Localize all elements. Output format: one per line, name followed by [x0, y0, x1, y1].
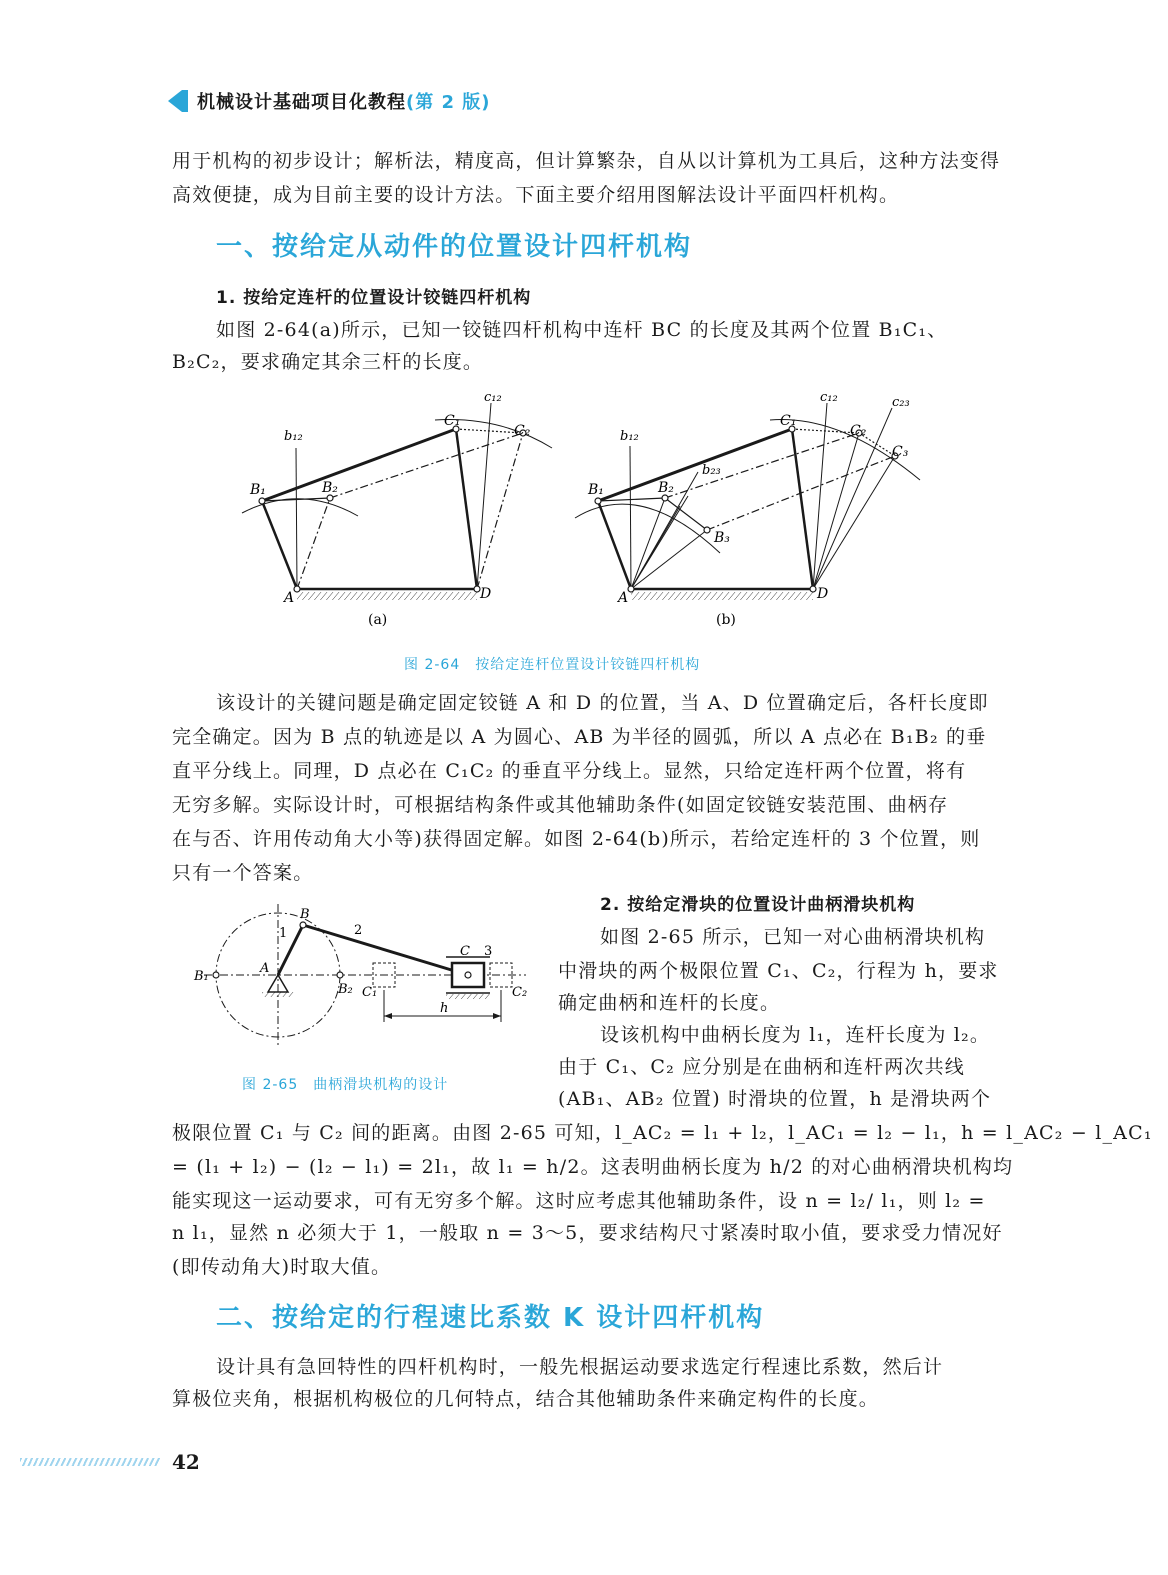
label-h: h [440, 1001, 449, 1016]
label-c23-b: c₂₃ [892, 395, 910, 410]
subfig-label-a: (a) [368, 612, 388, 628]
book-edition: (第 2 版) [406, 92, 491, 113]
para2-line-6: 只有一个答案。 [172, 862, 314, 884]
header-bar [182, 90, 188, 112]
label-link-2: 2 [354, 923, 363, 938]
joint-d-b [810, 586, 816, 592]
joint-c [465, 972, 471, 978]
subfig-label-b: (b) [716, 612, 736, 628]
bisector-b12-a [296, 448, 297, 589]
ground-hatch-b [631, 592, 813, 600]
label-c1: C₁ [362, 985, 378, 1000]
sub2-right-line-6: (AB₁、AB₂ 位置) 时滑块的位置，h 是滑块两个 [558, 1088, 992, 1110]
intro-line-2: 高效便捷，成为目前主要的设计方法。下面主要介绍用图解法设计平面四杆机构。 [172, 184, 900, 206]
intro-line-1: 用于机构的初步设计；解析法，精度高，但计算繁杂，自从以计算机为工具后，这种方法变得 [172, 150, 1001, 172]
label-b2-b: B₂ [658, 480, 674, 496]
joint-b1-b [595, 498, 601, 504]
label-link-1: 1 [279, 926, 288, 941]
section2-line-2: 算极位夹角，根据机构极位的几何特点，结合其他辅助条件来确定构件的长度。 [172, 1388, 880, 1410]
figure-2-64a [242, 390, 552, 628]
label-c12-b: c₁₂ [820, 390, 838, 405]
page-number: 42 [172, 1450, 200, 1474]
link-c1d-b [792, 429, 813, 589]
sub2-heading: 2. 按给定滑块的位置设计曲柄滑块机构 [600, 895, 916, 915]
bisector-b12-b [630, 446, 631, 589]
para2-line-3: 直平分线上。同理，D 点必在 C₁C₂ 的垂直平分线上。显然，只给定连杆两个位置，将有 [172, 760, 967, 782]
footer-stripe [20, 1458, 160, 1466]
label-b: B [300, 907, 310, 922]
sub2-full-line-4: n l₁，显然 n 必须大于 1，一般取 n = 3～5，要求结构尺寸紧凑时取小值，要求受力情况好 [172, 1222, 1003, 1244]
sub1-heading: 1. 按给定连杆的位置设计铰链四杆机构 [216, 288, 532, 308]
pivot-hatch [262, 992, 294, 997]
sub2-right-line-3: 确定曲柄和连杆的长度。 [558, 992, 781, 1014]
label-c2-b: C₂ [850, 423, 867, 439]
label-b1-a: B₁ [250, 482, 266, 498]
link-c2d-a [477, 433, 523, 589]
book-title-text: 机械设计基础项目化教程 [197, 92, 406, 113]
dim-arrow-right [493, 1013, 501, 1019]
line-c1c2-b [792, 429, 859, 433]
link-ab1-b [598, 501, 631, 589]
sub2-full-line-5: (即传动角大)时取大值。 [172, 1256, 392, 1278]
sub2-full-line-3: 能实现这一运动要求，可有无穷多个解。这时应考虑其他辅助条件，设 n = l₂/ l₁，则 l₂ = [172, 1190, 986, 1212]
label-link-3: 3 [484, 944, 493, 959]
label-b3-b: B₃ [714, 530, 730, 546]
label-c: C [460, 944, 470, 959]
label-c12-a: c₁₂ [484, 390, 502, 405]
link-b3c3-b [707, 456, 895, 530]
joint-a-b [628, 586, 634, 592]
ground-hatch-a [297, 592, 477, 600]
book-title [197, 88, 491, 114]
fig64-caption: 图 2-64 按给定连杆位置设计铰链四杆机构 [404, 657, 701, 673]
label-b1: B₁ [194, 969, 209, 984]
joint-b [300, 922, 306, 928]
label-a: A [260, 961, 270, 976]
connecting-rod [303, 925, 468, 975]
joint-b3-b [704, 527, 710, 533]
label-d-a: D [480, 586, 492, 602]
label-a-b: A [618, 590, 629, 606]
label-c1-b: C₁ [780, 413, 797, 429]
guide-hatch [446, 994, 490, 999]
label-d-b: D [817, 586, 829, 602]
section2-heading: 二、按给定的行程速比系数 K 设计四杆机构 [216, 1303, 765, 1333]
sub2-full-line-2: = (l₁ + l₂) − (l₂ − l₁) = 2l₁，故 l₁ = h/2。这表明曲柄长度为 h/2 的对心曲柄滑块机构均 [172, 1156, 1014, 1178]
joint-a-a [294, 586, 300, 592]
dim-arrow-left [384, 1013, 392, 1019]
label-b23-b: b₂₃ [702, 463, 721, 478]
figure-2-64b [575, 390, 920, 628]
label-b2-a: B₂ [322, 480, 338, 496]
section2-line-1: 设计具有急回特性的四杆机构时，一般先根据运动要求选定行程速比系数，然后计 [216, 1356, 944, 1378]
link-c1d-a [456, 429, 477, 589]
para2-line-5: 在与否、许用传动角大小等)获得固定解。如图 2-64(b)所示，若给定连杆的 3 个位置，则 [172, 828, 981, 850]
section1-heading: 一、按给定从动件的位置设计四杆机构 [216, 232, 693, 262]
sub2-right-line-5: 由于 C₁、C₂ 应分别是在曲柄和连杆两次共线 [558, 1056, 965, 1078]
sub2-right-line-4: 设该机构中曲柄长度为 l₁，连杆长度为 l₂。 [600, 1024, 991, 1046]
figure-2-65 [190, 900, 550, 1065]
link-c3d-b [813, 456, 895, 589]
label-c2: C₂ [512, 985, 528, 1000]
line-b2b3-b [665, 498, 707, 530]
label-c3-b: C₃ [892, 444, 909, 460]
sub2-right-line-1: 如图 2-65 所示，已知一对心曲柄滑块机构 [600, 926, 986, 948]
para2-line-4: 无穷多解。实际设计时，可根据结构条件或其他辅助条件(如固定铰链安装范围、曲柄存 [172, 794, 949, 816]
label-b2: B₂ [338, 982, 353, 997]
label-a-a: A [284, 590, 295, 606]
sub2-full-line-1: 极限位置 C₁ 与 C₂ 间的距离。由图 2-65 可知，l_AC₂ = l₁ + l₂，l_AC₁ = l₂ − l₁，h = l_AC₂ − l_AC₁ [172, 1122, 1153, 1144]
header-arrow-icon [168, 90, 182, 112]
fig65-caption: 图 2-65 曲柄滑块机构的设计 [242, 1077, 449, 1093]
label-c2-a: C₂ [514, 423, 531, 439]
link-c2d-b [813, 433, 859, 589]
joint-b2 [337, 972, 343, 978]
label-c1-a: C₁ [444, 413, 461, 429]
sub1-line-1: 如图 2-64(a)所示，已知一铰链四杆机构中连杆 BC 的长度及其两个位置 B₁C₁、 [216, 319, 948, 341]
sub1-line-2: B₂C₂，要求确定其余三杆的长度。 [172, 351, 484, 373]
link-ab1-a [262, 501, 297, 589]
sub2-right-line-2: 中滑块的两个极限位置 C₁、C₂，行程为 h，要求 [558, 960, 999, 982]
joint-b1 [213, 972, 219, 978]
figure-2-64 [240, 388, 940, 638]
para2-line-1: 该设计的关键问题是确定固定铰链 A 和 D 的位置，当 A、D 位置确定后，各杆长度即 [216, 692, 989, 714]
label-b12-a: b₁₂ [284, 429, 303, 444]
label-b1-b: B₁ [588, 482, 604, 498]
link-ab2-a [297, 498, 330, 589]
joint-b1-a [259, 498, 265, 504]
label-b12-b: b₁₂ [620, 429, 639, 444]
para2-line-2: 完全确定。因为 B 点的轨迹是以 A 为圆心、AB 为半径的圆弧，所以 A 点必在 B₁B₂ 的垂 [172, 726, 987, 748]
